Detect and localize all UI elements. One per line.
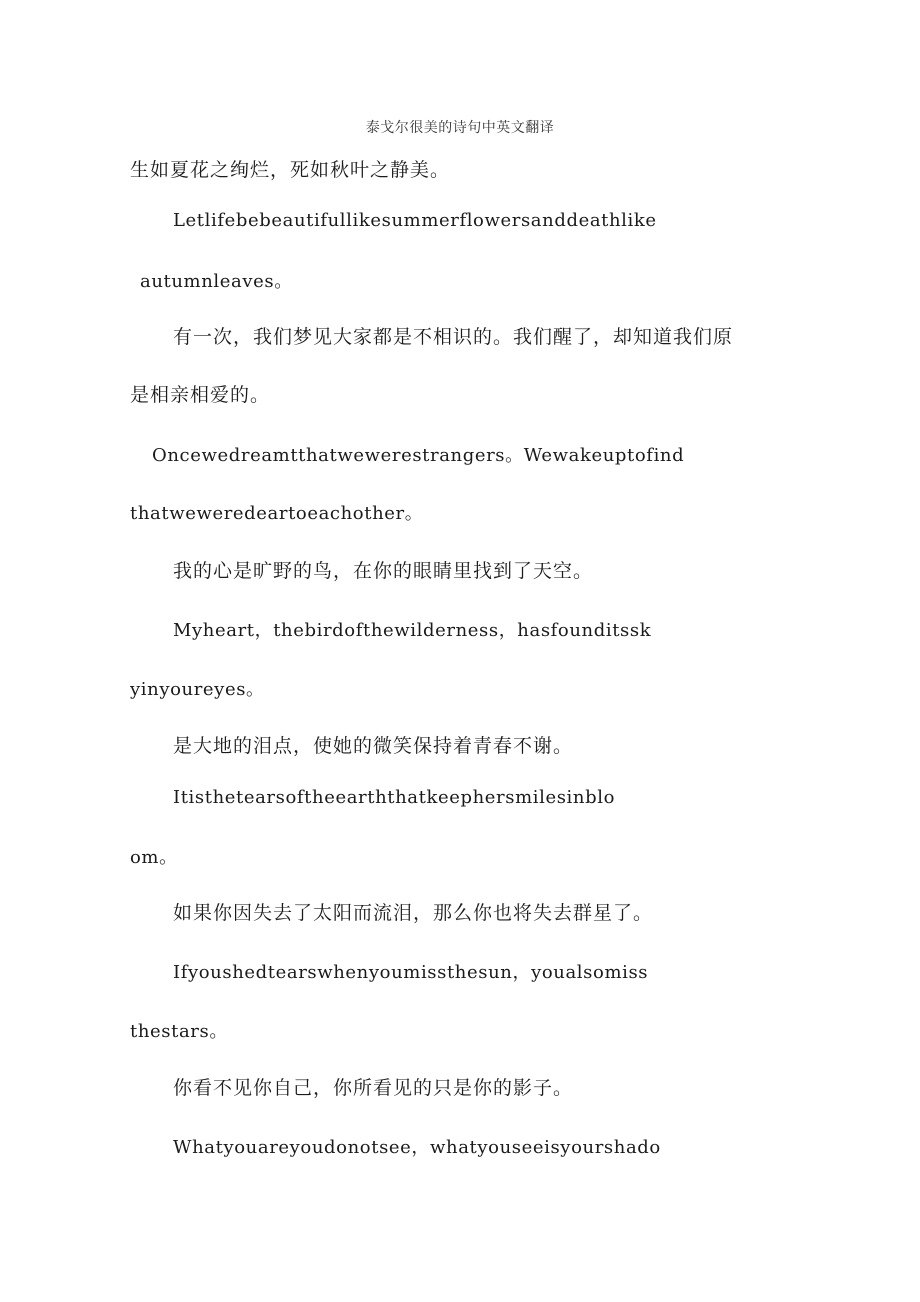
text-line-en: Ifyoushedtearswhenyoumissthesun，youalsomiss	[173, 962, 649, 983]
document-title: 泰戈尔很美的诗句中英文翻译	[365, 120, 555, 136]
text-line-zh: 是相亲相爱的。	[130, 384, 271, 406]
text-line-en: om。	[130, 847, 178, 868]
text-line-en: autumnleaves。	[140, 271, 293, 292]
text-line-en: thatweweredeartoeachother。	[130, 503, 424, 524]
text-line-en: Oncewedreamtthatwewerestrangers。Wewakeuptofind	[152, 445, 685, 466]
text-line-en: Whatyouareyoudonotsee，whatyouseeisyourshado	[173, 1137, 661, 1158]
text-line-zh: 有一次，我们梦见大家都是不相识的。我们醒了，却知道我们原	[173, 326, 734, 348]
text-line-en: thestars。	[130, 1021, 228, 1042]
text-line-zh: 你看不见你自己，你所看见的只是你的影子。	[173, 1077, 574, 1099]
text-line-zh: 生如夏花之绚烂，死如秋叶之静美。	[130, 159, 451, 181]
text-line-zh: 我的心是旷野的鸟，在你的眼睛里找到了天空。	[173, 560, 594, 582]
text-line-en: yinyoureyes。	[130, 679, 265, 700]
text-line-en: Letlifebebeautifullikesummerflowersanddeathlike	[173, 210, 657, 231]
text-line-en: Itisthetearsoftheearththatkeephersmilesinblo	[173, 787, 616, 808]
text-line-zh: 是大地的泪点，使她的微笑保持着青春不谢。	[173, 735, 574, 757]
text-line-zh: 如果你因失去了太阳而流泪，那么你也将失去群星了。	[173, 902, 654, 924]
text-line-en: Myheart，thebirdofthewilderness，hasfounditssk	[173, 620, 652, 641]
